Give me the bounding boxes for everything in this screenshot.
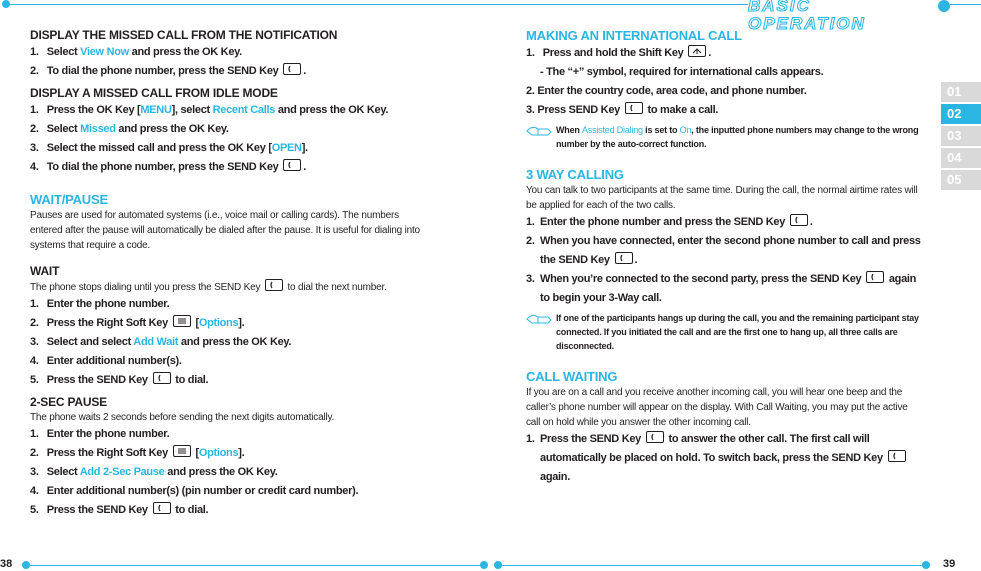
step: 3. Select and select Add Wait and press the OK Key.: [30, 336, 292, 348]
section-banner: BASIC OPERATION: [748, 0, 866, 33]
chapter-tab-04[interactable]: 04: [941, 148, 981, 168]
step: 5. Press the SEND Key to dial.: [30, 374, 209, 386]
missed-notification-heading: DISPLAY THE MISSED CALL FROM THE NOTIFICATION: [30, 28, 338, 42]
assisted-dialing-note: When Assisted Dialing is set to On, the inputted phone numbers may change to the wrong number by the auto-correct function.: [526, 123, 921, 151]
two-sec-pause-heading: 2-SEC PAUSE: [30, 395, 107, 409]
bottom-left-dot: [22, 561, 30, 569]
step: 1. Enter the phone number and press the SEND Key .: [526, 216, 813, 228]
top-right-dot: [938, 0, 950, 12]
top-rule: [10, 4, 748, 5]
bottom-rule-left: [30, 565, 485, 566]
call-waiting-body: If you are on a call and you receive another incoming call, you will hear one beep and the caller’s phone number will appear on the display. With Call Waiting, you may put the active call on hold while you answer the other incoming call.: [526, 387, 908, 428]
step: 1. Select View Now and press the OK Key.: [30, 46, 242, 58]
step: 2. To dial the phone number, press the SEND Key .: [30, 65, 306, 77]
chapter-tab-03[interactable]: 03: [941, 126, 981, 146]
step: 3. When you’re connected to the second party, press the SEND Key again to begin your 3-Way call.: [526, 273, 917, 304]
step: 1. Press the OK Key [MENU], select Recent Calls and press the OK Key.: [30, 104, 389, 116]
step: 4. Enter additional number(s).: [30, 355, 182, 367]
right-soft-key-icon: [173, 445, 191, 457]
chapter-tab-05[interactable]: 05: [941, 170, 981, 190]
right-page-column: [526, 27, 921, 487]
step: 4. Enter additional number(s) (pin number or credit card number).: [30, 485, 359, 497]
page-number-left: 38: [0, 558, 13, 570]
step: 3. Press SEND Key to make a call.: [526, 104, 719, 116]
send-key-icon: [615, 252, 633, 264]
bottom-right-dot: [922, 561, 930, 569]
step: 2. When you have connected, enter the second phone number to call and press the SEND Key .: [526, 235, 921, 266]
missed-idle-heading: DISPLAY A MISSED CALL FROM IDLE MODE: [30, 86, 278, 100]
step: 1. Enter the phone number.: [30, 298, 170, 310]
send-key-icon: [283, 159, 301, 171]
top-left-dot: [2, 0, 10, 8]
page-number-right: 39: [943, 558, 956, 570]
wait-pause-heading: WAIT/PAUSE: [30, 192, 108, 207]
wait-heading: WAIT: [30, 264, 60, 278]
send-key-icon: [625, 102, 643, 114]
bottom-center-left-dot: [480, 561, 488, 569]
step: 3. Select Add 2-Sec Pause and press the OK Key.: [30, 466, 278, 478]
send-key-icon: [283, 63, 301, 75]
top-rule-end: [950, 4, 981, 5]
step: 2. Select Missed and press the OK Key.: [30, 123, 229, 135]
wait-body: The phone stops dialing until you press the SEND Key to dial the next number.: [30, 279, 430, 295]
step: 3. Select the missed call and press the OK Key [OPEN].: [30, 142, 308, 154]
send-key-icon: [153, 502, 171, 514]
send-key-icon: [866, 271, 884, 283]
note-pencil-icon: [526, 311, 556, 353]
wait-pause-body: Pauses are used for automated systems (i.e., voice mail or calling cards). The numbers entered after the pause will automatically be dialed after the pause. It is useful for dialing into systems that require a code.: [30, 210, 420, 251]
step-sub: - The “+” symbol, required for international calls appears.: [540, 66, 824, 78]
step: 1. Enter the phone number.: [30, 428, 170, 440]
note-pencil-icon: [526, 123, 556, 151]
chapter-tabs: [941, 82, 981, 192]
step: 1. Press the SEND Key to answer the other call. The first call will automatically be placed on hold. To switch back, press the SEND Key again.: [526, 430, 921, 487]
three-way-calling-body: You can talk to two participants at the same time. During the call, the normal airtime rates will be applied for each of the two calls.: [526, 185, 918, 211]
chapter-tab-01[interactable]: 01: [941, 82, 981, 102]
step: 5. Press the SEND Key to dial.: [30, 504, 209, 516]
step: 4. To dial the phone number, press the SEND Key .: [30, 161, 306, 173]
three-way-note: If one of the participants hangs up during the call, you and the remaining participant stay connected. If you initiated the call and are the first one to hang up, all three calls are disconnected.: [526, 311, 921, 353]
step: 2. Press the Right Soft Key [Options].: [30, 447, 245, 459]
call-waiting-heading: CALL WAITING: [526, 369, 618, 384]
step: 2. Enter the country code, area code, and phone number.: [526, 85, 807, 97]
send-key-icon: [790, 214, 808, 226]
shift-key-icon: [688, 45, 706, 57]
step: 1. Press and hold the Shift Key .: [526, 47, 712, 59]
view-now-option: View Now: [80, 46, 129, 58]
send-key-icon: [265, 279, 283, 291]
send-key-icon: [153, 372, 171, 384]
three-way-calling-heading: 3 WAY CALLING: [526, 167, 624, 182]
international-call-heading: MAKING AN INTERNATIONAL CALL: [526, 28, 742, 43]
step: 2. Press the Right Soft Key [Options].: [30, 317, 245, 329]
two-sec-pause-body: The phone waits 2 seconds before sending the next digits automatically.: [30, 412, 335, 423]
send-key-icon: [888, 450, 906, 462]
chapter-tab-02-active[interactable]: 02: [941, 104, 981, 124]
send-key-icon: [646, 431, 664, 443]
right-soft-key-icon: [173, 315, 191, 327]
bottom-rule-right: [500, 565, 925, 566]
left-page-column: [30, 27, 430, 520]
